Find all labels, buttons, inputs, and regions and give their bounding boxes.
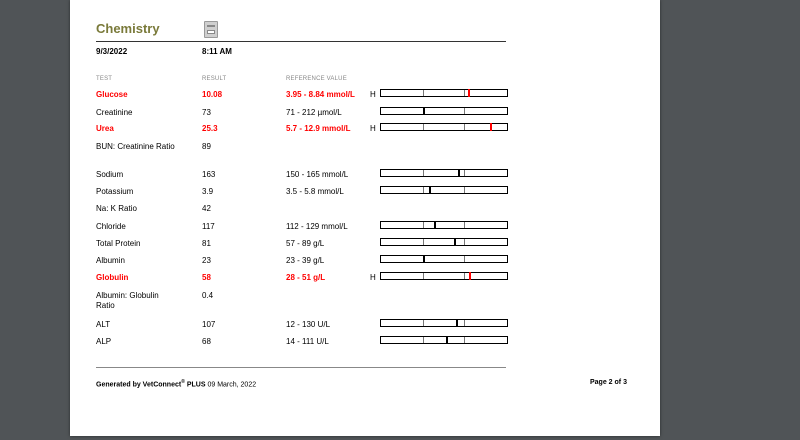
test-result: 68	[202, 337, 211, 346]
test-result: 10.08	[202, 90, 223, 99]
footer-page-number: Page 2 of 3	[590, 379, 627, 386]
document-icon[interactable]	[204, 21, 218, 38]
range-bar-high-divider	[464, 187, 465, 193]
range-bar	[380, 107, 508, 115]
test-name: ALP	[96, 337, 112, 346]
report-time: 8:11 AM	[202, 47, 232, 56]
range-bar-low-divider	[423, 170, 424, 176]
range-bar-low-divider	[423, 124, 424, 130]
range-bar	[380, 169, 508, 177]
test-result: 107	[202, 320, 216, 329]
result-marker	[468, 89, 470, 97]
result-marker	[490, 123, 492, 131]
range-bar-low-divider	[423, 239, 424, 245]
test-result: 89	[202, 142, 211, 151]
high-flag: H	[370, 273, 376, 282]
footer-registered-mark: ®	[181, 379, 185, 385]
range-bar	[380, 186, 508, 194]
range-bar-low-divider	[423, 337, 424, 343]
range-bar-high-divider	[464, 108, 465, 114]
range-bar-high-divider	[464, 124, 465, 130]
footer-divider	[96, 367, 506, 368]
test-result: 25.3	[202, 124, 218, 133]
test-name: Chloride	[96, 222, 126, 231]
range-bar-high-divider	[464, 239, 465, 245]
range-bar-low-divider	[423, 320, 424, 326]
range-bar-low-divider	[423, 273, 424, 279]
header-divider	[96, 41, 506, 42]
range-bar	[380, 255, 508, 263]
test-result: 58	[202, 273, 211, 282]
range-bar	[380, 221, 508, 229]
test-name: Potassium	[96, 187, 134, 196]
high-flag: H	[370, 90, 376, 99]
range-bar-high-divider	[464, 90, 465, 96]
reference-range: 112 - 129 mmol/L	[286, 222, 348, 231]
column-header-test: TEST	[96, 76, 113, 82]
test-result: 73	[202, 108, 211, 117]
range-bar-high-divider	[464, 256, 465, 262]
test-result: 117	[202, 222, 215, 231]
column-header-result: RESULT	[202, 76, 227, 82]
result-marker	[429, 186, 431, 194]
test-name: Na: K Ratio	[96, 204, 137, 213]
test-result: 163	[202, 170, 216, 179]
range-bar	[380, 336, 508, 344]
reference-range: 3.5 - 5.8 mmol/L	[286, 187, 344, 196]
high-flag: H	[370, 124, 376, 133]
test-result: 42	[202, 204, 211, 213]
result-marker	[458, 169, 460, 177]
footer-generated-date: 09 March, 2022	[207, 381, 257, 389]
report-page	[70, 0, 660, 436]
range-bar-low-divider	[423, 187, 424, 193]
range-bar	[380, 272, 508, 280]
test-name: BUN: Creatinine Ratio	[96, 142, 175, 151]
footer-generated-by: Generated by VetConnect	[96, 381, 182, 389]
column-header-reference: REFERENCE VALUE	[286, 76, 347, 82]
range-bar	[380, 238, 508, 246]
result-marker	[434, 221, 436, 229]
footer-generated	[96, 379, 256, 388]
range-bar-high-divider	[464, 170, 465, 176]
reference-range: 71 - 212 µmol/L	[286, 108, 342, 117]
range-bar-low-divider	[423, 222, 424, 228]
test-result: 23	[202, 256, 211, 265]
reference-range: 23 - 39 g/L	[286, 256, 325, 265]
range-bar-high-divider	[464, 320, 465, 326]
test-result: 81	[202, 239, 211, 248]
result-marker	[469, 272, 471, 280]
test-name: Creatinine	[96, 108, 133, 117]
result-marker	[454, 238, 456, 246]
range-bar	[380, 89, 508, 97]
test-name: Albumin: Globulin Ratio	[96, 291, 159, 310]
range-bar-high-divider	[464, 273, 465, 279]
test-name: Total Protein	[96, 239, 141, 248]
test-name: Sodium	[96, 170, 124, 179]
result-marker	[423, 255, 425, 263]
range-bar-high-divider	[464, 337, 465, 343]
test-name: Urea	[96, 124, 114, 133]
test-name: Albumin	[96, 256, 125, 265]
test-name: Globulin	[96, 273, 129, 282]
reference-range: 57 - 89 g/L	[286, 239, 325, 248]
range-bar	[380, 319, 508, 327]
test-name: Glucose	[96, 90, 128, 99]
test-result: 0.4	[202, 291, 214, 300]
test-name: ALT	[96, 320, 111, 329]
report-date: 9/3/2022	[96, 47, 128, 56]
footer-product: PLUS	[184, 381, 206, 389]
reference-range: 12 - 130 U/L	[286, 320, 331, 329]
reference-range: 150 - 165 mmol/L	[286, 170, 349, 179]
reference-range: 28 - 51 g/L	[286, 273, 326, 282]
result-marker	[456, 319, 458, 327]
result-marker	[423, 107, 425, 115]
range-bar-low-divider	[423, 90, 424, 96]
result-marker	[446, 336, 448, 344]
range-bar-high-divider	[464, 222, 465, 228]
range-bar	[380, 123, 508, 131]
reference-range: 3.95 - 8.84 mmol/L	[286, 90, 355, 99]
section-title: Chemistry	[96, 21, 160, 36]
reference-range: 5.7 - 12.9 mmol/L	[286, 124, 351, 133]
reference-range: 14 - 111 U/L	[286, 337, 329, 346]
test-result: 3.9	[202, 187, 214, 196]
